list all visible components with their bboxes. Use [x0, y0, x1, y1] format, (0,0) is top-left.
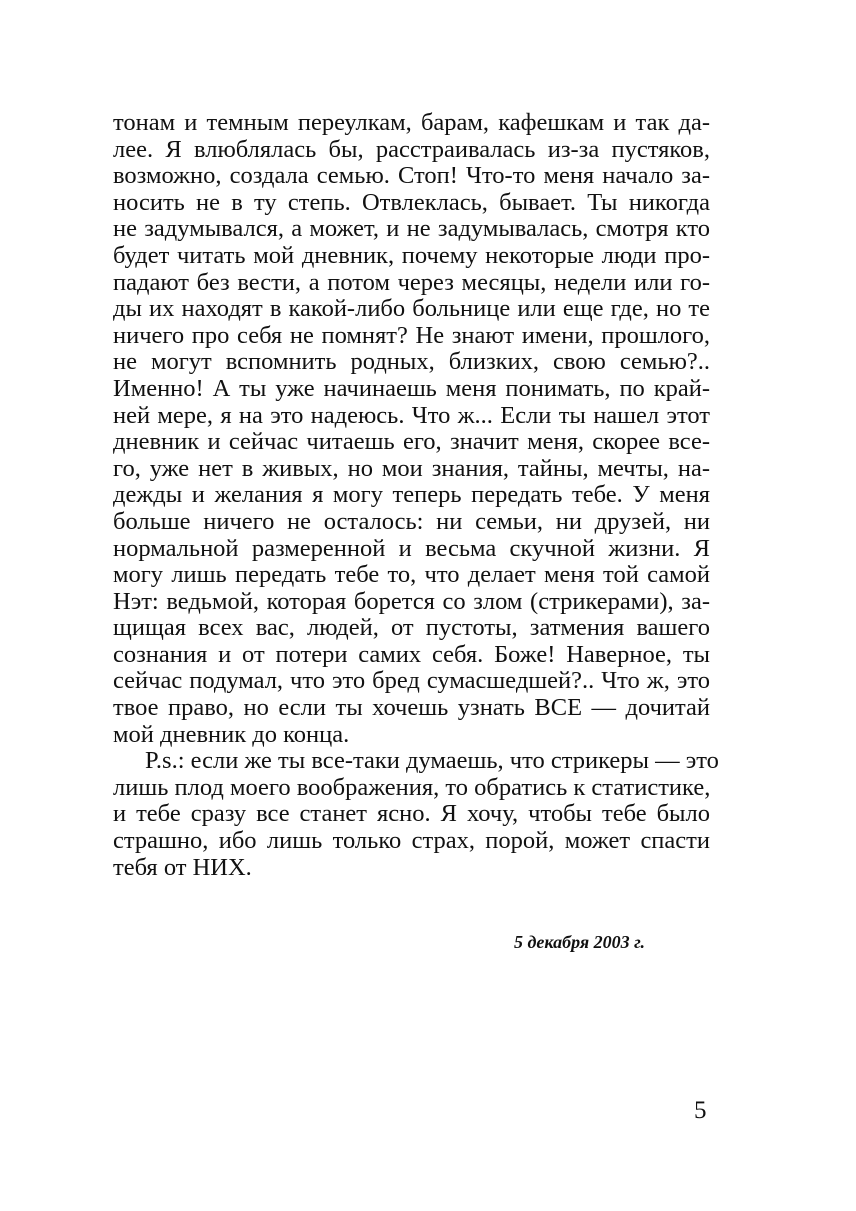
text-line: сейчас подумал, что это бред сумасшедшей?.. Что ж, это	[113, 667, 710, 695]
text-line: падают без вести, а потом через месяцы, недели или го-	[113, 268, 710, 296]
text-line: дневник и сейчас читаешь его, значит меня, скорее все-	[113, 428, 710, 456]
text-line: нормальной размеренной и весьма скучной жизни. Я	[113, 534, 710, 562]
text-line: будет читать мой дневник, почему некоторые люди про-	[113, 241, 710, 269]
text-line: мой дневник до конца.	[113, 720, 350, 748]
text-line: сознания и от потери самих себя. Боже! Наверное, ты	[113, 640, 710, 668]
text-line: щищая всех вас, людей, от пустоты, затмения вашего	[113, 614, 710, 642]
text-line: возможно, создала семью. Стоп! Что-то меня начало за-	[113, 162, 710, 190]
text-line: лишь плод моего воображения, то обратись к статистике,	[113, 773, 711, 801]
text-line: P.s.: если же ты все-таки думаешь, что стрикеры — это	[145, 747, 719, 775]
text-line: страшно, ибо лишь только страх, порой, может спасти	[113, 827, 710, 855]
text-line: могу лишь передать тебе то, что делает меня той самой	[113, 561, 710, 589]
page-number: 5	[694, 1097, 707, 1124]
text-line: носить не в ту степь. Отвлеклась, бывает. Ты никогда	[113, 188, 710, 216]
paragraph-2	[113, 747, 719, 881]
text-line: го, уже нет в живых, но мои знания, тайны, мечты, на-	[113, 454, 710, 482]
text-line: ды их находят в какой-либо больнице или еще где, но те	[113, 295, 710, 323]
text-line: тебя от НИХ.	[113, 853, 252, 881]
text-line: лее. Я влюблялась бы, расстраивалась из-за пустяков,	[113, 135, 710, 163]
text-line: и тебе сразу все станет ясно. Я хочу, чтобы тебе было	[113, 800, 710, 828]
text-line: тонам и темным переулкам, барам, кафешкам и так да-	[113, 109, 710, 136]
text-line: Именно! А ты уже начинаешь меня понимать, по край-	[113, 374, 710, 402]
text-line: больше ничего не осталось: ни семьи, ни друзей, ни	[113, 507, 710, 535]
text-line: ничего про себя не помнят? Не знают имени, прошлого,	[113, 321, 710, 349]
text-line: дежды и желания я могу теперь передать тебе. У меня	[113, 481, 710, 509]
text-line: не могут вспомнить родных, близких, свою семью?..	[113, 348, 710, 376]
text-line: ней мере, я на это надеюсь. Что ж... Если ты нашел этот	[113, 401, 710, 429]
paragraph-1	[113, 110, 710, 748]
text-line: Нэт: ведьмой, которая борется со злом (стрикерами), за-	[113, 587, 710, 615]
body-text	[113, 109, 719, 881]
text-line: не задумывался, а может, и не задумывалась, смотря кто	[113, 215, 710, 243]
diary-date: 5 декабря 2003 г.	[514, 932, 646, 952]
text-line: твое право, но если ты хочешь узнать ВСЕ — дочитай	[113, 694, 710, 722]
